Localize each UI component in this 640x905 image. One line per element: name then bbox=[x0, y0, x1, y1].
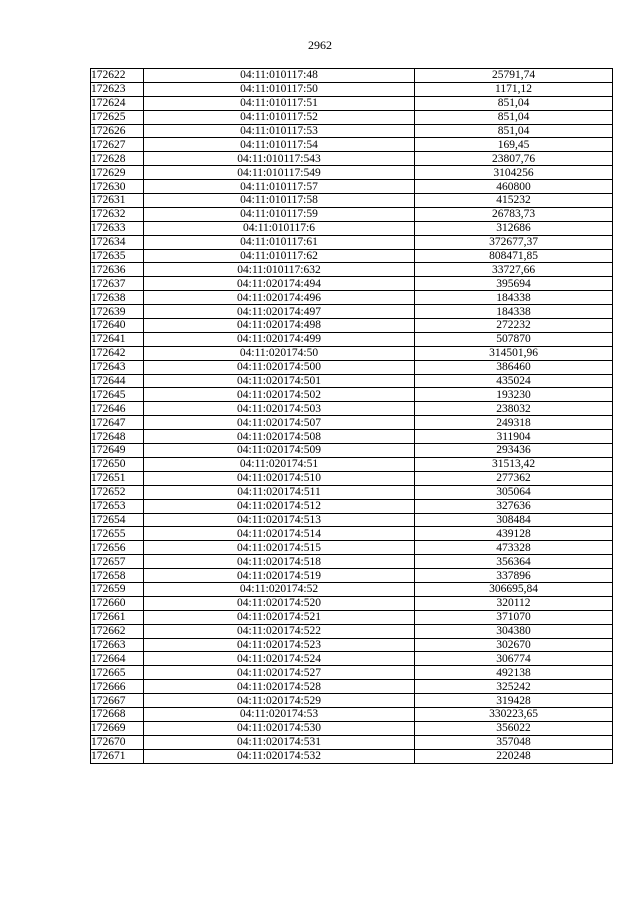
cadastral-number-cell: 04:11:020174:515 bbox=[144, 541, 415, 555]
cadastral-value-cell: 23807,76 bbox=[415, 152, 613, 166]
cadastral-number-cell: 04:11:020174:499 bbox=[144, 332, 415, 346]
row-number-cell: 172651 bbox=[91, 471, 144, 485]
cadastral-value-cell: 238032 bbox=[415, 402, 613, 416]
row-number-cell: 172624 bbox=[91, 96, 144, 110]
cadastral-value-cell: 304380 bbox=[415, 624, 613, 638]
table-row bbox=[91, 430, 613, 444]
cadastral-value-cell: 277362 bbox=[415, 471, 613, 485]
row-number-cell: 172634 bbox=[91, 235, 144, 249]
cadastral-number-cell: 04:11:020174:498 bbox=[144, 319, 415, 333]
row-number-cell: 172665 bbox=[91, 666, 144, 680]
table-row bbox=[91, 416, 613, 430]
table-row bbox=[91, 138, 613, 152]
cadastral-value-cell: 311904 bbox=[415, 430, 613, 444]
table-row bbox=[91, 707, 613, 721]
table-row bbox=[91, 721, 613, 735]
cadastral-value-cell: 220248 bbox=[415, 749, 613, 763]
table-row bbox=[91, 610, 613, 624]
row-number-cell: 172652 bbox=[91, 485, 144, 499]
row-number-cell: 172639 bbox=[91, 305, 144, 319]
cadastral-number-cell: 04:11:020174:53 bbox=[144, 707, 415, 721]
table-row bbox=[91, 444, 613, 458]
table-row bbox=[91, 471, 613, 485]
row-number-cell: 172629 bbox=[91, 166, 144, 180]
cadastral-value-cell: 851,04 bbox=[415, 124, 613, 138]
cadastral-number-cell: 04:11:020174:524 bbox=[144, 652, 415, 666]
row-number-cell: 172631 bbox=[91, 194, 144, 208]
table-row bbox=[91, 402, 613, 416]
row-number-cell: 172669 bbox=[91, 721, 144, 735]
table-row bbox=[91, 332, 613, 346]
table-row bbox=[91, 235, 613, 249]
table-row bbox=[91, 166, 613, 180]
cadastral-value-cell: 473328 bbox=[415, 541, 613, 555]
cadastral-number-cell: 04:11:020174:512 bbox=[144, 499, 415, 513]
cadastral-number-cell: 04:11:020174:496 bbox=[144, 291, 415, 305]
cadastral-number-cell: 04:11:020174:529 bbox=[144, 694, 415, 708]
row-number-cell: 172657 bbox=[91, 555, 144, 569]
cadastral-number-cell: 04:11:020174:520 bbox=[144, 596, 415, 610]
cadastral-number-cell: 04:11:020174:514 bbox=[144, 527, 415, 541]
cadastral-number-cell: 04:11:020174:531 bbox=[144, 735, 415, 749]
cadastral-value-cell: 293436 bbox=[415, 444, 613, 458]
table-body bbox=[91, 69, 613, 764]
table-row bbox=[91, 485, 613, 499]
row-number-cell: 172626 bbox=[91, 124, 144, 138]
cadastral-number-cell: 04:11:010117:53 bbox=[144, 124, 415, 138]
table-row bbox=[91, 457, 613, 471]
row-number-cell: 172648 bbox=[91, 430, 144, 444]
cadastral-value-cell: 306774 bbox=[415, 652, 613, 666]
cadastral-number-cell: 04:11:020174:532 bbox=[144, 749, 415, 763]
cadastral-value-cell: 184338 bbox=[415, 291, 613, 305]
cadastral-value-cell: 31513,42 bbox=[415, 457, 613, 471]
row-number-cell: 172646 bbox=[91, 402, 144, 416]
row-number-cell: 172668 bbox=[91, 707, 144, 721]
cadastral-value-cell: 1171,12 bbox=[415, 82, 613, 96]
cadastral-number-cell: 04:11:020174:502 bbox=[144, 388, 415, 402]
cadastral-number-cell: 04:11:010117:58 bbox=[144, 194, 415, 208]
row-number-cell: 172670 bbox=[91, 735, 144, 749]
table-row bbox=[91, 194, 613, 208]
table-row bbox=[91, 499, 613, 513]
table-row bbox=[91, 596, 613, 610]
cadastral-value-cell: 305064 bbox=[415, 485, 613, 499]
table-row bbox=[91, 569, 613, 583]
cadastral-value-cell: 325242 bbox=[415, 680, 613, 694]
cadastral-number-cell: 04:11:020174:507 bbox=[144, 416, 415, 430]
row-number-cell: 172662 bbox=[91, 624, 144, 638]
cadastral-value-cell: 26783,73 bbox=[415, 207, 613, 221]
row-number-cell: 172622 bbox=[91, 69, 144, 83]
table-row bbox=[91, 666, 613, 680]
row-number-cell: 172661 bbox=[91, 610, 144, 624]
row-number-cell: 172642 bbox=[91, 346, 144, 360]
cadastral-number-cell: 04:11:020174:509 bbox=[144, 444, 415, 458]
cadastral-number-cell: 04:11:010117:632 bbox=[144, 263, 415, 277]
row-number-cell: 172637 bbox=[91, 277, 144, 291]
row-number-cell: 172640 bbox=[91, 319, 144, 333]
row-number-cell: 172654 bbox=[91, 513, 144, 527]
cadastral-number-cell: 04:11:010117:52 bbox=[144, 110, 415, 124]
cadastral-number-cell: 04:11:020174:521 bbox=[144, 610, 415, 624]
table-row bbox=[91, 360, 613, 374]
cadastral-number-cell: 04:11:020174:508 bbox=[144, 430, 415, 444]
cadastral-value-cell: 507870 bbox=[415, 332, 613, 346]
cadastral-value-cell: 395694 bbox=[415, 277, 613, 291]
cadastral-number-cell: 04:11:020174:500 bbox=[144, 360, 415, 374]
table-row bbox=[91, 305, 613, 319]
cadastral-number-cell: 04:11:010117:54 bbox=[144, 138, 415, 152]
row-number-cell: 172650 bbox=[91, 457, 144, 471]
row-number-cell: 172638 bbox=[91, 291, 144, 305]
cadastral-value-cell: 415232 bbox=[415, 194, 613, 208]
row-number-cell: 172647 bbox=[91, 416, 144, 430]
cadastral-value-cell: 851,04 bbox=[415, 96, 613, 110]
cadastral-number-cell: 04:11:020174:522 bbox=[144, 624, 415, 638]
row-number-cell: 172659 bbox=[91, 582, 144, 596]
table-row bbox=[91, 541, 613, 555]
row-number-cell: 172633 bbox=[91, 221, 144, 235]
cadastral-value-cell: 306695,84 bbox=[415, 582, 613, 596]
row-number-cell: 172636 bbox=[91, 263, 144, 277]
cadastral-number-cell: 04:11:010117:62 bbox=[144, 249, 415, 263]
cadastral-number-cell: 04:11:010117:51 bbox=[144, 96, 415, 110]
table-row bbox=[91, 249, 613, 263]
table-row bbox=[91, 291, 613, 305]
cadastral-value-cell: 435024 bbox=[415, 374, 613, 388]
row-number-cell: 172635 bbox=[91, 249, 144, 263]
row-number-cell: 172628 bbox=[91, 152, 144, 166]
table-row bbox=[91, 735, 613, 749]
table-row bbox=[91, 180, 613, 194]
row-number-cell: 172671 bbox=[91, 749, 144, 763]
cadastral-value-cell: 492138 bbox=[415, 666, 613, 680]
row-number-cell: 172666 bbox=[91, 680, 144, 694]
cadastral-number-cell: 04:11:020174:501 bbox=[144, 374, 415, 388]
cadastral-value-cell: 357048 bbox=[415, 735, 613, 749]
table-row bbox=[91, 277, 613, 291]
cadastral-number-cell: 04:11:020174:52 bbox=[144, 582, 415, 596]
table-row bbox=[91, 346, 613, 360]
cadastral-value-cell: 386460 bbox=[415, 360, 613, 374]
cadastral-number-cell: 04:11:020174:523 bbox=[144, 638, 415, 652]
row-number-cell: 172625 bbox=[91, 110, 144, 124]
cadastral-value-cell: 319428 bbox=[415, 694, 613, 708]
table-row bbox=[91, 110, 613, 124]
cadastral-value-cell: 308484 bbox=[415, 513, 613, 527]
row-number-cell: 172643 bbox=[91, 360, 144, 374]
cadastral-number-cell: 04:11:020174:519 bbox=[144, 569, 415, 583]
cadastral-value-cell: 851,04 bbox=[415, 110, 613, 124]
table-row bbox=[91, 263, 613, 277]
cadastral-number-cell: 04:11:020174:518 bbox=[144, 555, 415, 569]
cadastral-value-cell: 371070 bbox=[415, 610, 613, 624]
table-row bbox=[91, 582, 613, 596]
cadastral-number-cell: 04:11:010117:549 bbox=[144, 166, 415, 180]
table-row bbox=[91, 694, 613, 708]
cadastral-number-cell: 04:11:020174:497 bbox=[144, 305, 415, 319]
cadastral-number-cell: 04:11:020174:503 bbox=[144, 402, 415, 416]
table-row bbox=[91, 652, 613, 666]
table-row bbox=[91, 388, 613, 402]
cadastral-value-cell: 330223,65 bbox=[415, 707, 613, 721]
cadastral-value-cell: 25791,74 bbox=[415, 69, 613, 83]
cadastral-value-cell: 320112 bbox=[415, 596, 613, 610]
row-number-cell: 172660 bbox=[91, 596, 144, 610]
table-row bbox=[91, 624, 613, 638]
cadastral-value-cell: 356022 bbox=[415, 721, 613, 735]
cadastral-value-cell: 327636 bbox=[415, 499, 613, 513]
cadastral-number-cell: 04:11:020174:50 bbox=[144, 346, 415, 360]
cadastral-number-cell: 04:11:020174:530 bbox=[144, 721, 415, 735]
cadastral-number-cell: 04:11:010117:57 bbox=[144, 180, 415, 194]
cadastral-value-cell: 193230 bbox=[415, 388, 613, 402]
cadastral-number-cell: 04:11:020174:510 bbox=[144, 471, 415, 485]
cadastral-value-cell: 460800 bbox=[415, 180, 613, 194]
cadastral-number-cell: 04:11:020174:511 bbox=[144, 485, 415, 499]
table-row bbox=[91, 207, 613, 221]
cadastral-value-cell: 314501,96 bbox=[415, 346, 613, 360]
table-row bbox=[91, 680, 613, 694]
cadastral-number-cell: 04:11:010117:48 bbox=[144, 69, 415, 83]
table-row bbox=[91, 374, 613, 388]
cadastral-number-cell: 04:11:010117:59 bbox=[144, 207, 415, 221]
row-number-cell: 172623 bbox=[91, 82, 144, 96]
cadastral-value-cell: 33727,66 bbox=[415, 263, 613, 277]
cadastral-value-cell: 184338 bbox=[415, 305, 613, 319]
cadastral-value-cell: 272232 bbox=[415, 319, 613, 333]
table-row bbox=[91, 555, 613, 569]
row-number-cell: 172667 bbox=[91, 694, 144, 708]
row-number-cell: 172653 bbox=[91, 499, 144, 513]
cadastral-value-cell: 808471,85 bbox=[415, 249, 613, 263]
table-row bbox=[91, 152, 613, 166]
cadastral-number-cell: 04:11:010117:6 bbox=[144, 221, 415, 235]
table-row bbox=[91, 527, 613, 541]
cadastral-value-table bbox=[90, 68, 613, 764]
cadastral-number-cell: 04:11:020174:51 bbox=[144, 457, 415, 471]
row-number-cell: 172641 bbox=[91, 332, 144, 346]
page-number: 2962 bbox=[308, 38, 332, 52]
row-number-cell: 172644 bbox=[91, 374, 144, 388]
table-row bbox=[91, 638, 613, 652]
cadastral-value-cell: 356364 bbox=[415, 555, 613, 569]
cadastral-value-cell: 249318 bbox=[415, 416, 613, 430]
cadastral-value-cell: 302670 bbox=[415, 638, 613, 652]
cadastral-number-cell: 04:11:020174:527 bbox=[144, 666, 415, 680]
row-number-cell: 172632 bbox=[91, 207, 144, 221]
row-number-cell: 172656 bbox=[91, 541, 144, 555]
table-row bbox=[91, 513, 613, 527]
cadastral-value-cell: 3104256 bbox=[415, 166, 613, 180]
cadastral-number-cell: 04:11:010117:543 bbox=[144, 152, 415, 166]
cadastral-number-cell: 04:11:020174:494 bbox=[144, 277, 415, 291]
row-number-cell: 172655 bbox=[91, 527, 144, 541]
row-number-cell: 172664 bbox=[91, 652, 144, 666]
cadastral-value-cell: 372677,37 bbox=[415, 235, 613, 249]
table-row bbox=[91, 221, 613, 235]
table-row bbox=[91, 96, 613, 110]
cadastral-value-cell: 312686 bbox=[415, 221, 613, 235]
cadastral-number-cell: 04:11:020174:513 bbox=[144, 513, 415, 527]
cadastral-number-cell: 04:11:020174:528 bbox=[144, 680, 415, 694]
cadastral-number-cell: 04:11:010117:50 bbox=[144, 82, 415, 96]
row-number-cell: 172649 bbox=[91, 444, 144, 458]
table-row bbox=[91, 319, 613, 333]
table-row bbox=[91, 124, 613, 138]
cadastral-number-cell: 04:11:010117:61 bbox=[144, 235, 415, 249]
row-number-cell: 172627 bbox=[91, 138, 144, 152]
cadastral-value-cell: 337896 bbox=[415, 569, 613, 583]
row-number-cell: 172645 bbox=[91, 388, 144, 402]
table-row bbox=[91, 749, 613, 763]
row-number-cell: 172630 bbox=[91, 180, 144, 194]
row-number-cell: 172658 bbox=[91, 569, 144, 583]
table-row bbox=[91, 69, 613, 83]
cadastral-value-cell: 439128 bbox=[415, 527, 613, 541]
row-number-cell: 172663 bbox=[91, 638, 144, 652]
table-row bbox=[91, 82, 613, 96]
cadastral-value-cell: 169,45 bbox=[415, 138, 613, 152]
